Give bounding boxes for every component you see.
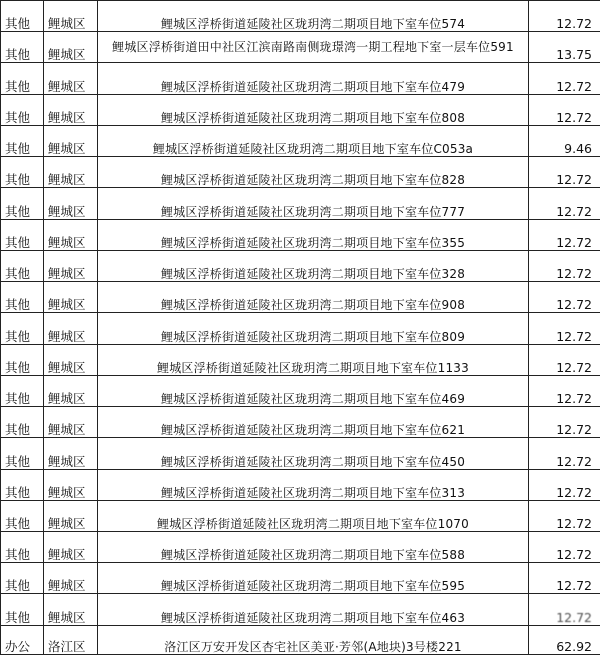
table-row	[1, 594, 600, 625]
area-cell: 12.72	[529, 219, 600, 250]
type-cell: 其他	[1, 344, 44, 375]
type-cell: 办公	[1, 625, 44, 654]
area-cell: 12.72	[529, 375, 600, 406]
district-cell: 鲤城区	[44, 594, 98, 625]
district-cell: 鲤城区	[44, 313, 98, 344]
district-cell: 鲤城区	[44, 344, 98, 375]
district-cell: 鲤城区	[44, 125, 98, 156]
district-cell: 鲤城区	[44, 250, 98, 281]
type-cell: 其他	[1, 1, 44, 32]
table-row	[1, 125, 600, 156]
type-cell: 其他	[1, 438, 44, 469]
area-cell: 12.72	[529, 438, 600, 469]
type-cell: 其他	[1, 250, 44, 281]
location-cell: 鲤城区浮桥街道延陵社区珑玥湾二期项目地下室车位574	[98, 1, 529, 32]
type-cell: 其他	[1, 375, 44, 406]
type-cell: 其他	[1, 313, 44, 344]
district-cell: 鲤城区	[44, 32, 98, 63]
type-cell: 其他	[1, 531, 44, 562]
area-cell: 12.72	[529, 94, 600, 125]
table-row	[1, 1, 600, 32]
type-cell: 其他	[1, 94, 44, 125]
table-body	[1, 1, 600, 655]
location-cell: 鲤城区浮桥街道延陵社区珑玥湾二期项目地下室车位C053a	[98, 125, 529, 156]
area-cell: 12.72	[529, 157, 600, 188]
location-cell: 鲤城区浮桥街道延陵社区珑玥湾二期项目地下室车位595	[98, 563, 529, 594]
table-row	[1, 63, 600, 94]
area-cell: 9.46	[529, 125, 600, 156]
area-cell: 12.72	[529, 500, 600, 531]
district-cell: 鲤城区	[44, 531, 98, 562]
location-cell: 鲤城区浮桥街道延陵社区珑玥湾二期项目地下室车位808	[98, 94, 529, 125]
location-cell: 鲤城区浮桥街道延陵社区珑玥湾二期项目地下室车位588	[98, 531, 529, 562]
location-cell: 鲤城区浮桥街道延陵社区珑玥湾二期项目地下室车位355	[98, 219, 529, 250]
area-cell: 12.72	[529, 407, 600, 438]
table-row	[1, 625, 600, 654]
location-cell: 鲤城区浮桥街道延陵社区珑玥湾二期项目地下室车位777	[98, 188, 529, 219]
type-cell: 其他	[1, 563, 44, 594]
table-row	[1, 563, 600, 594]
area-cell: 13.75	[529, 32, 600, 63]
type-cell: 其他	[1, 125, 44, 156]
type-cell: 其他	[1, 469, 44, 500]
table-row	[1, 438, 600, 469]
table-row	[1, 500, 600, 531]
location-cell: 鲤城区浮桥街道延陵社区珑玥湾二期项目地下室车位328	[98, 250, 529, 281]
area-cell: 12.72	[529, 63, 600, 94]
location-cell: 鲤城区浮桥街道延陵社区珑玥湾二期项目地下室车位450	[98, 438, 529, 469]
district-cell: 鲤城区	[44, 219, 98, 250]
location-cell: 鲤城区浮桥街道延陵社区珑玥湾二期项目地下室车位908	[98, 282, 529, 313]
type-cell: 其他	[1, 63, 44, 94]
area-cell: 12.72	[529, 469, 600, 500]
location-cell: 鲤城区浮桥街道延陵社区珑玥湾二期项目地下室车位469	[98, 375, 529, 406]
location-cell: 鲤城区浮桥街道延陵社区珑玥湾二期项目地下室车位313	[98, 469, 529, 500]
type-cell: 其他	[1, 219, 44, 250]
type-cell: 其他	[1, 188, 44, 219]
district-cell: 鲤城区	[44, 500, 98, 531]
location-cell: 鲤城区浮桥街道田中社区江滨南路南侧珑璟湾一期工程地下室一层车位591	[98, 32, 529, 63]
table-row	[1, 469, 600, 500]
table-row	[1, 407, 600, 438]
area-cell: 12.72	[529, 344, 600, 375]
table-row	[1, 282, 600, 313]
area-cell: 12.72	[529, 1, 600, 32]
type-cell: 其他	[1, 407, 44, 438]
table-row	[1, 157, 600, 188]
district-cell: 鲤城区	[44, 563, 98, 594]
district-cell: 鲤城区	[44, 1, 98, 32]
location-cell: 鲤城区浮桥街道延陵社区珑玥湾二期项目地下室车位828	[98, 157, 529, 188]
table-row	[1, 250, 600, 281]
location-cell: 鲤城区浮桥街道延陵社区珑玥湾二期项目地下室车位463	[98, 594, 529, 625]
area-cell: 12.72	[529, 313, 600, 344]
location-cell: 洛江区万安开发区杏宅社区美亚·芳邻(A地块)3号楼221	[98, 625, 529, 654]
area-cell: 62.92	[529, 625, 600, 654]
district-cell: 鲤城区	[44, 63, 98, 94]
area-cell: 12.72	[529, 531, 600, 562]
table-row	[1, 531, 600, 562]
type-cell: 其他	[1, 282, 44, 313]
table-row	[1, 313, 600, 344]
location-cell: 鲤城区浮桥街道延陵社区珑玥湾二期项目地下室车位1133	[98, 344, 529, 375]
location-cell: 鲤城区浮桥街道延陵社区珑玥湾二期项目地下室车位479	[98, 63, 529, 94]
district-cell: 鲤城区	[44, 438, 98, 469]
location-cell: 鲤城区浮桥街道延陵社区珑玥湾二期项目地下室车位809	[98, 313, 529, 344]
location-cell: 鲤城区浮桥街道延陵社区珑玥湾二期项目地下室车位621	[98, 407, 529, 438]
area-cell: 12.72	[529, 563, 600, 594]
district-cell: 鲤城区	[44, 94, 98, 125]
table-row	[1, 188, 600, 219]
type-cell: 其他	[1, 157, 44, 188]
table-row	[1, 375, 600, 406]
district-cell: 鲤城区	[44, 407, 98, 438]
location-cell: 鲤城区浮桥街道延陵社区珑玥湾二期项目地下室车位1070	[98, 500, 529, 531]
area-cell: 12.72	[529, 282, 600, 313]
table-row	[1, 219, 600, 250]
area-cell: 12.72	[529, 594, 600, 625]
district-cell: 鲤城区	[44, 188, 98, 219]
area-cell: 12.72	[529, 188, 600, 219]
area-cell: 12.72	[529, 250, 600, 281]
table-row	[1, 94, 600, 125]
type-cell: 其他	[1, 500, 44, 531]
type-cell: 其他	[1, 594, 44, 625]
type-cell: 其他	[1, 32, 44, 63]
table-row	[1, 344, 600, 375]
district-cell: 鲤城区	[44, 282, 98, 313]
district-cell: 鲤城区	[44, 375, 98, 406]
district-cell: 洛江区	[44, 625, 98, 654]
district-cell: 鲤城区	[44, 469, 98, 500]
district-cell: 鲤城区	[44, 157, 98, 188]
table-row	[1, 32, 600, 63]
